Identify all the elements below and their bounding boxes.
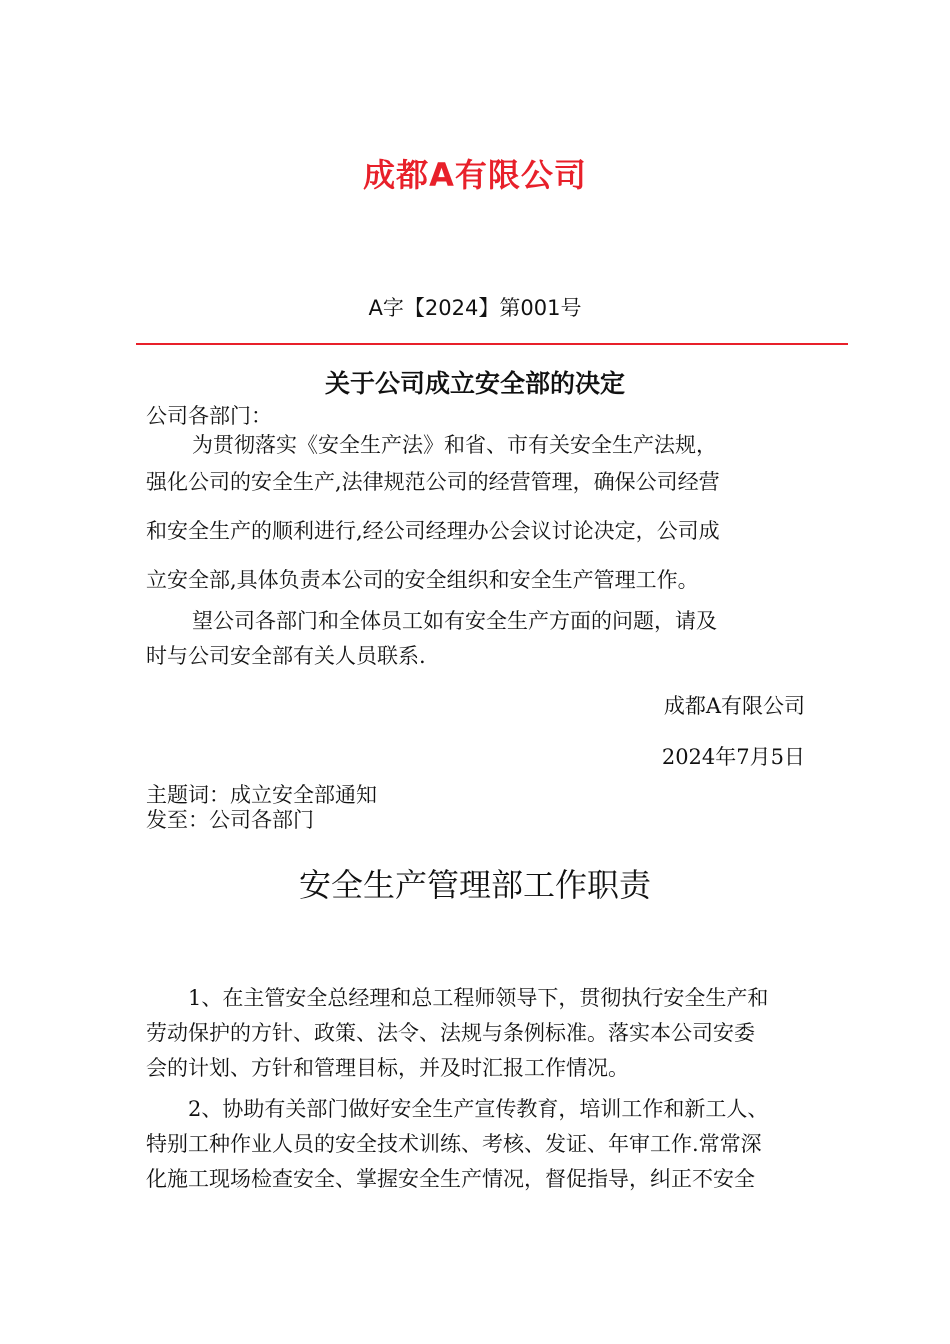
document-number: A字【2024】第001号: [368, 296, 582, 320]
decision-title: 关于公司成立安全部的决定: [324, 369, 625, 398]
send-to-line: 发至：公司各部门: [146, 808, 314, 832]
date: 2024年7月5日: [661, 745, 805, 769]
responsibilities-title: 安全生产管理部工作职责: [298, 866, 651, 904]
paragraph-line: 为贯彻落实《安全生产法》和省、市有关安全生产法规，: [192, 433, 717, 457]
paragraph-line: 时与公司安全部有关人员联系.: [146, 644, 426, 668]
paragraph-line: 化施工现场检查安全、掌握安全生产情况，督促指导，纠正不安全: [146, 1167, 755, 1191]
paragraph-line: 和安全生产的顺利进行,经公司经理办公会议讨论决定，公司成: [146, 519, 720, 543]
paragraph-line: 立安全部,具体负责本公司的安全组织和安全生产管理工作。: [146, 568, 699, 592]
paragraph-line: 2、协助有关部门做好安全生产宣传教育，培训工作和新工人、: [188, 1097, 769, 1121]
paragraph-line: 1、在主管安全总经理和总工程师领导下，贯彻执行安全生产和: [188, 986, 769, 1010]
paragraph-line: 望公司各部门和全体员工如有安全生产方面的问题，请及: [192, 609, 717, 633]
paragraph-line: 特别工种作业人员的安全技术训练、考核、发证、年审工作.常常深: [146, 1132, 762, 1156]
paragraph-line: 劳动保护的方针、政策、法令、法规与条例标准。落实本公司安委: [146, 1021, 755, 1045]
salutation: 公司各部门：: [146, 404, 272, 428]
paragraph-line: 强化公司的安全生产,法律规范公司的经营管理，确保公司经营: [146, 470, 720, 494]
signature: 成都A有限公司: [663, 694, 805, 718]
company-heading: 成都A有限公司: [363, 156, 587, 194]
subject-line: 主题词：成立安全部通知: [146, 783, 377, 807]
red-divider: [136, 343, 848, 345]
paragraph-line: 会的计划、方针和管理目标，并及时汇报工作情况。: [146, 1056, 629, 1080]
